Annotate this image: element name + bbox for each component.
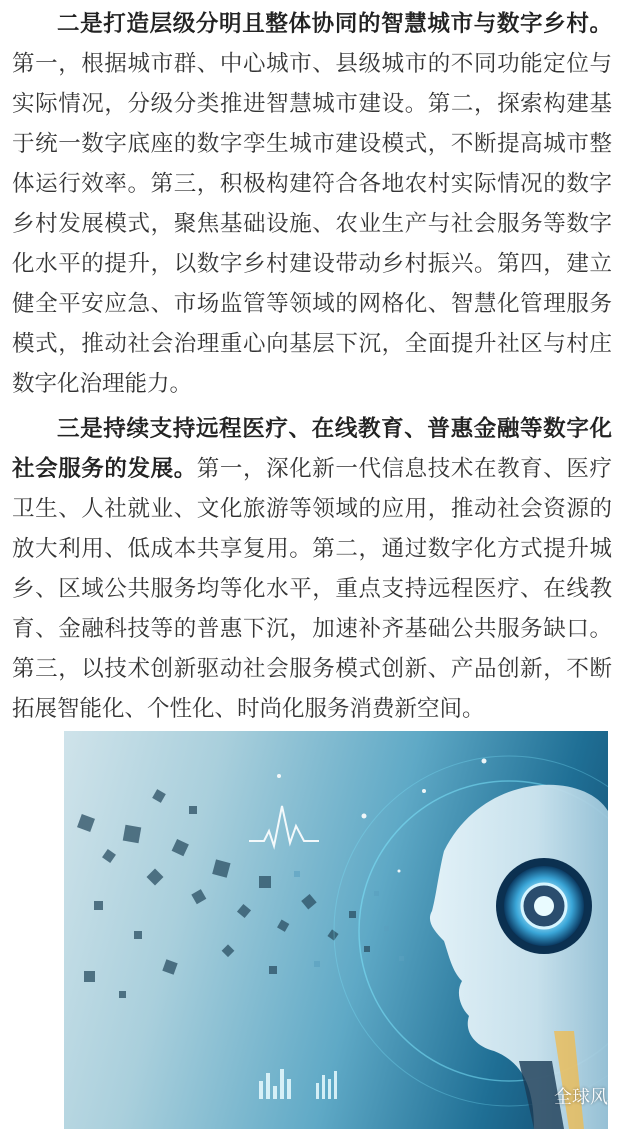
waveform-graphic [249,806,319,846]
paragraph-social-services [12,409,612,729]
paragraph-text: 第一，深化新一代信息技术在教育、医疗卫生、人社就业、文化旅游等领域的应用，推动社会资源的放大利用、低成本共享复用。第二，通过数字化方式提升城乡、区域公共服务均等化水平，重点支持远程医疗、在线教育、金融科技等的普惠下沉，加速补齐基础公共服务缺口。第三，以技术创新驱动社会服务模式创新、产品创新，不断拓展智能化、个性化、时尚化服务消费新空间。 [12,456,612,722]
watermark-text: 全球风 [554,1087,608,1108]
article-body [12,0,612,729]
paragraph-smart-city [12,0,612,404]
particle-cloud [77,789,370,998]
paragraph-text: 第一，根据城市群、中心城市、县级城市的不同功能定位与实际情况，分级分类推进智慧城市建设。第二，探索构建基于统一数字底座的数字孪生城市建设模式，不断提高城市整体运行效率。第三，积极构建符合各地农村实际情况的数字乡村发展模式，聚焦基础设施、农业生产与社会服务等数字化水平的提升，以数字乡村建设带动乡村振兴。第四，建立健全平安应急、市场监管等领域的网格化、智慧化管理服务模式，推动社会治理重心向基层下沉，全面提升社区与村庄数字化治理能力。 [12,51,612,397]
paragraph-heading: 三是持续支持远程医疗、在线教育、普惠金融等数字化社会服务的发展。 [12,416,612,482]
robot-head-artwork [64,731,608,1129]
bar-chart-hologram [259,1069,337,1099]
watermark [522,1083,608,1109]
robot-head [430,785,608,1129]
ai-robot-illustration [64,731,608,1129]
wechat-icon [522,1086,548,1106]
paragraph-heading: 二是打造层级分明且整体协同的智慧城市与数字乡村。 [57,11,612,37]
